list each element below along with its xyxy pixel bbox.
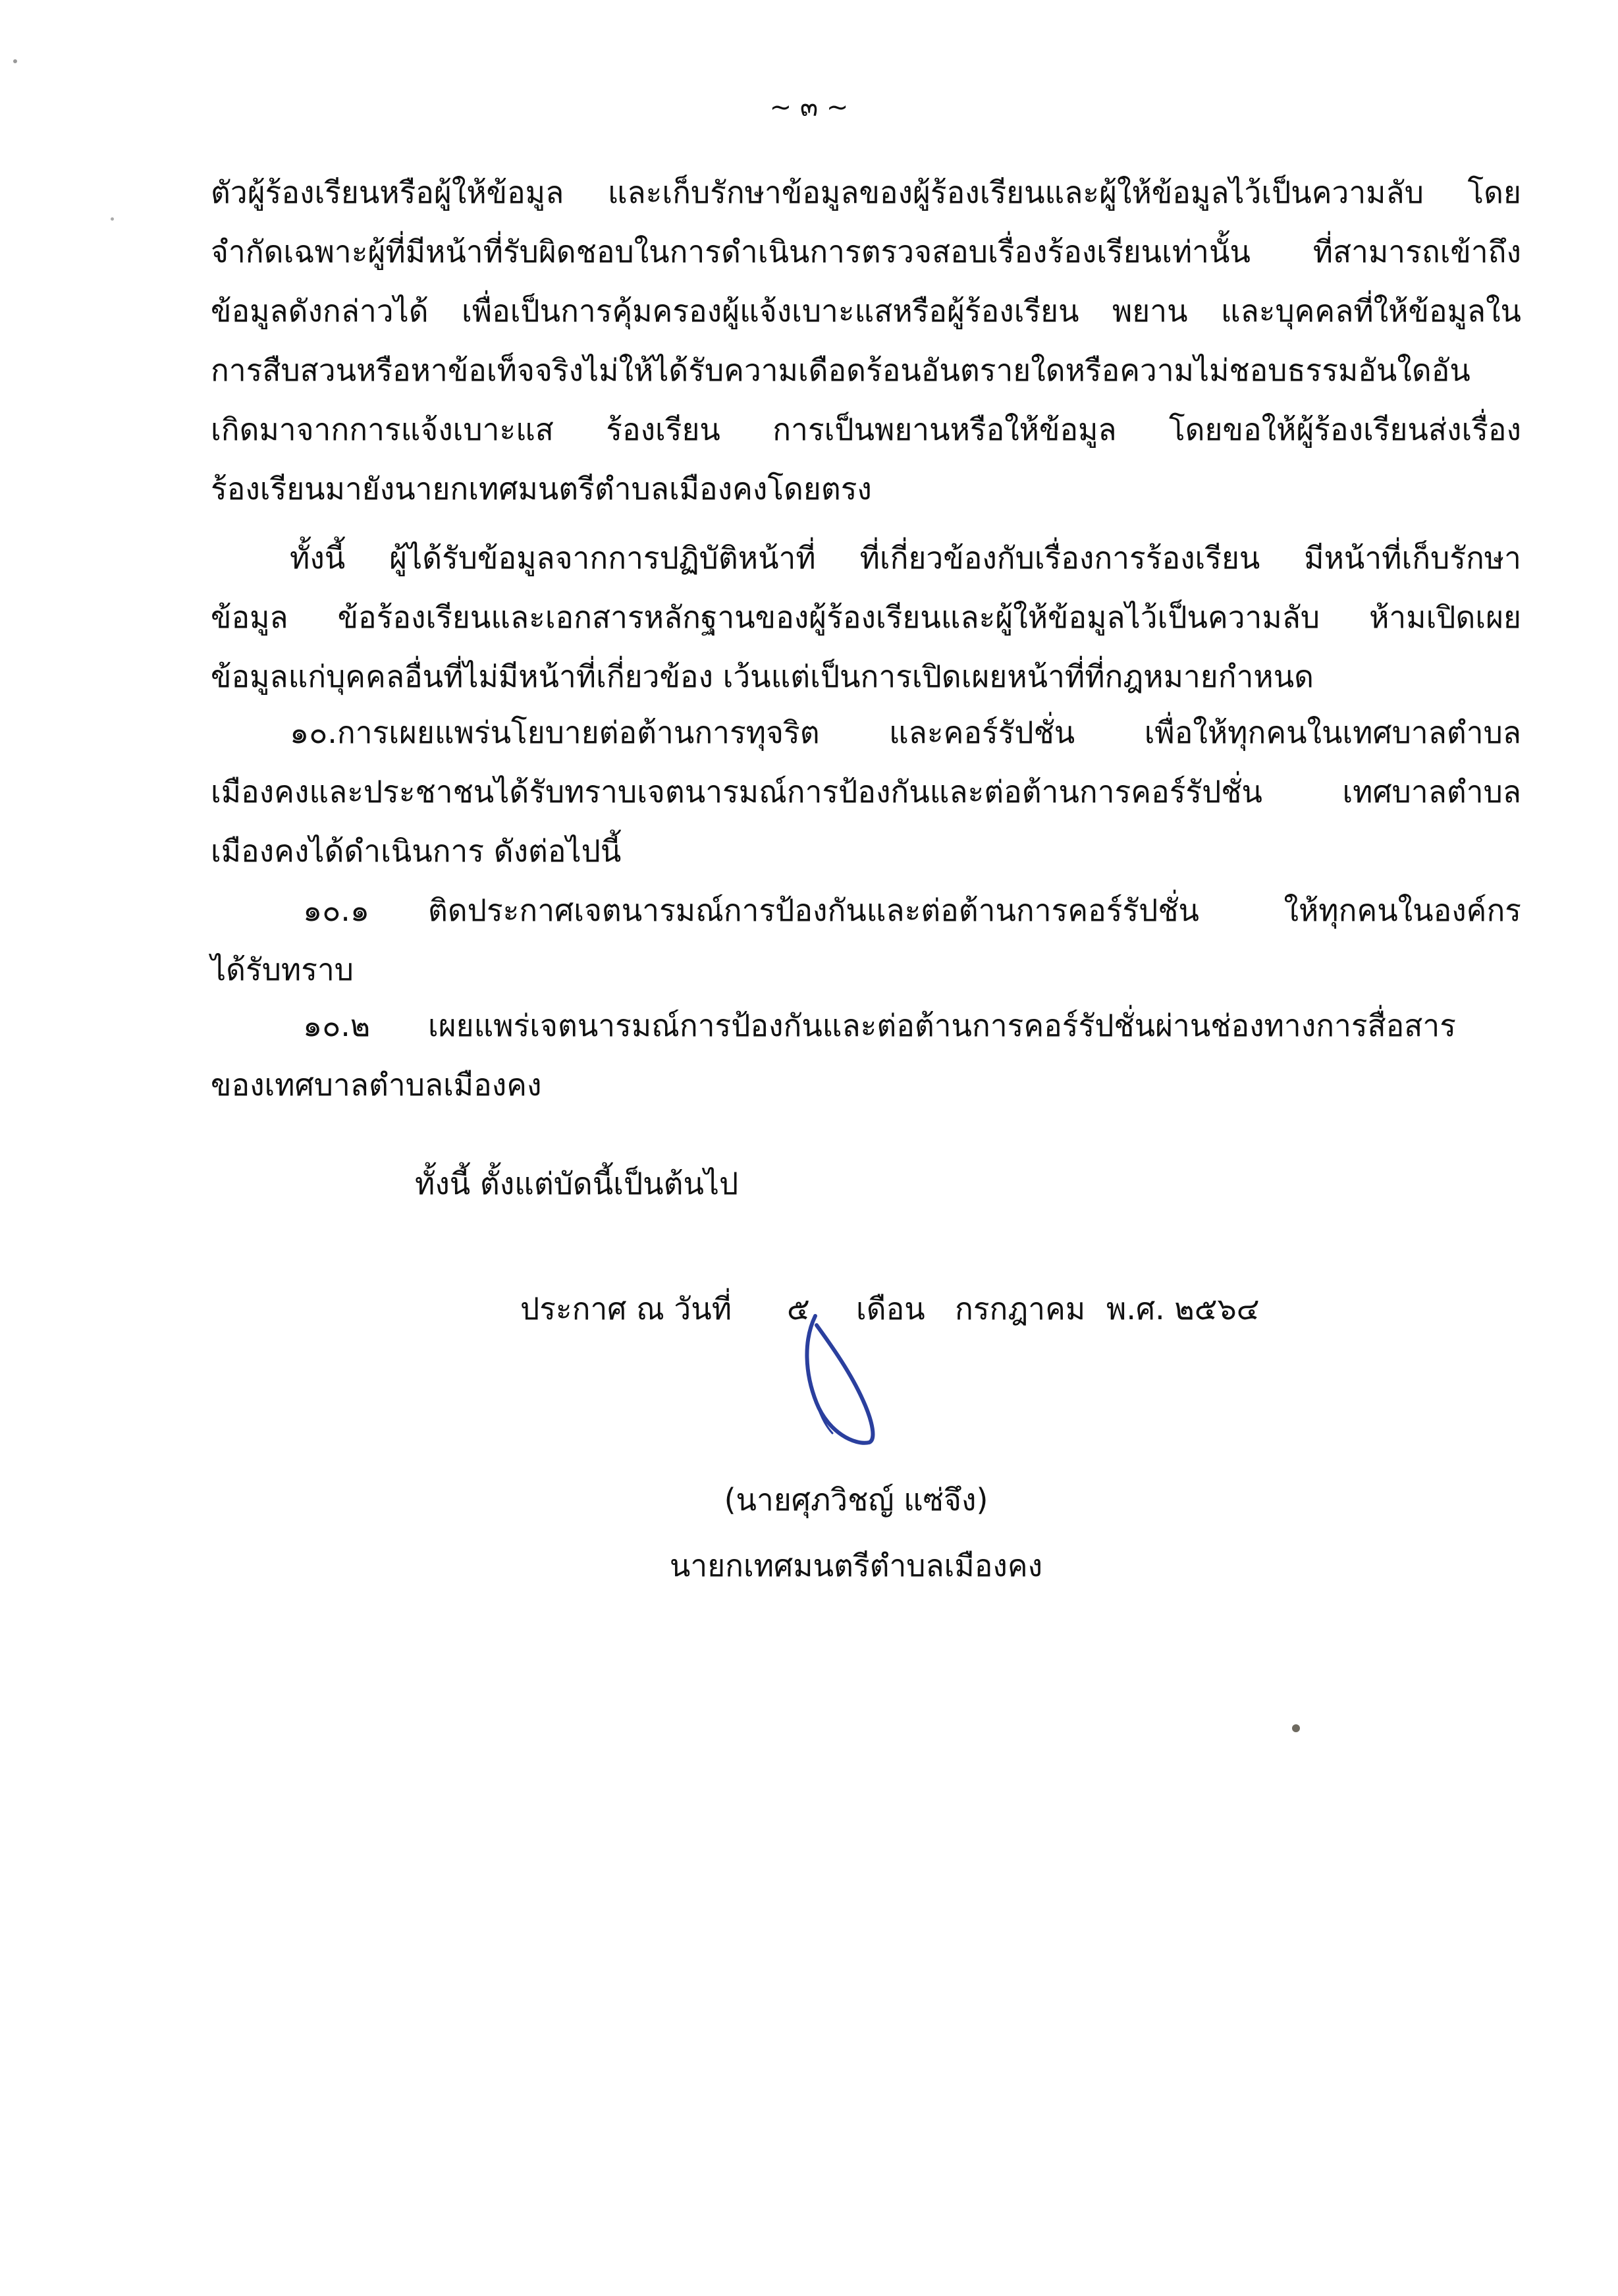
signer-name: (นายศุภวิชญ์ แซ่จึง) xyxy=(724,1482,988,1517)
item-10-1-text: ติดประกาศเจตนารมณ์การป้องกันและต่อต้านการคอร์รัปชั่น ให้ทุกคนในองค์กร xyxy=(428,892,1521,928)
date-year: พ.ศ. ๒๕๖๔ xyxy=(1106,1291,1260,1326)
announced-label: ประกาศ ณ วันที่ xyxy=(520,1291,732,1326)
body-line: เกิดมาจากการแจ้งเบาะแส ร้องเรียน การเป็นพยานหรือให้ข้อมูล โดยขอให้ผู้ร้องเรียนส่งเรื่อง xyxy=(211,412,1521,447)
body-line: ได้รับทราบ xyxy=(211,952,354,987)
item-10-1 xyxy=(303,886,1521,935)
body-line: ข้อมูลแก่บุคคลอื่นที่ไม่มีหน้าที่เกี่ยวข้อง เว้นแต่เป็นการเปิดเผยหน้าที่ที่กฎหมายกำหนด xyxy=(211,659,1314,694)
page-number: ~ ๓ ~ xyxy=(769,92,849,123)
date-month: กรกฎาคม xyxy=(955,1291,1086,1326)
body-line: ข้อมูล ข้อร้องเรียนและเอกสารหลักฐานของผู้ร้องเรียนและผู้ให้ข้อมูลไว้เป็นความลับ ห้ามเปิดเผย xyxy=(211,599,1521,635)
closing-statement: ทั้งนี้ ตั้งแต่บัดนี้เป็นต้นไป xyxy=(415,1166,739,1201)
scan-speck xyxy=(13,59,17,63)
month-label: เดือน xyxy=(856,1291,925,1326)
signer-title: นายกเทศมนตรีตำบลเมืองคง xyxy=(669,1548,1043,1583)
scan-speck xyxy=(111,217,114,221)
body-line: ข้อมูลดังกล่าวได้ เพื่อเป็นการคุ้มครองผู้แจ้งเบาะแสหรือผู้ร้องเรียน พยาน และบุคคลที่ให้ข้อมูลใน xyxy=(211,293,1521,329)
body-line: การสืบสวนหรือหาข้อเท็จจริงไม่ให้ได้รับความเดือดร้อนอันตรายใดหรือความไม่ชอบธรรมอันใดอัน xyxy=(211,352,1470,388)
item-10-2-number: ๑๐.๒ xyxy=(303,1008,371,1043)
item-10-2 xyxy=(303,1001,1521,1050)
body-line: จำกัดเฉพาะผู้ที่มีหน้าที่รับผิดชอบในการดำเนินการตรวจสอบเรื่องร้องเรียนเท่านั้น ที่สามารถเข้าถึง xyxy=(211,234,1521,269)
date-day: ๕ xyxy=(787,1291,810,1326)
body-line: ของเทศบาลตำบลเมืองคง xyxy=(211,1067,542,1103)
body-line: เมืองคงได้ดำเนินการ ดังต่อไปนี้ xyxy=(211,833,622,869)
item-10-2-text: เผยแพร่เจตนารมณ์การป้องกันและต่อต้านการคอร์รัปชั่นผ่านช่องทางการสื่อสาร xyxy=(428,1008,1456,1043)
body-line: ร้องเรียนมายังนายกเทศมนตรีตำบลเมืองคงโดยตรง xyxy=(211,471,872,506)
body-line: ๑๐.การเผยแพร่นโยบายต่อต้านการทุจริต และคอร์รัปชั่น เพื่อให้ทุกคนในเทศบาลตำบล xyxy=(290,715,1521,750)
signature xyxy=(777,1311,909,1449)
body-line: เมืองคงและประชาชนได้รับทราบเจตนารมณ์การป้องกันและต่อต้านการคอร์รัปชั่น เทศบาลตำบล xyxy=(211,774,1521,809)
scan-speck xyxy=(1292,1724,1300,1732)
body-line: ตัวผู้ร้องเรียนหรือผู้ให้ข้อมูล และเก็บรักษาข้อมูลของผู้ร้องเรียนและผู้ให้ข้อมูลไว้เป็นความลับ โดย xyxy=(211,175,1521,210)
body-line: ทั้งนี้ ผู้ได้รับข้อมูลจากการปฏิบัติหน้าที่ ที่เกี่ยวข้องกับเรื่องการร้องเรียน มีหน้าที่เก็บรักษา xyxy=(290,540,1521,576)
item-10-1-number: ๑๐.๑ xyxy=(303,892,370,928)
